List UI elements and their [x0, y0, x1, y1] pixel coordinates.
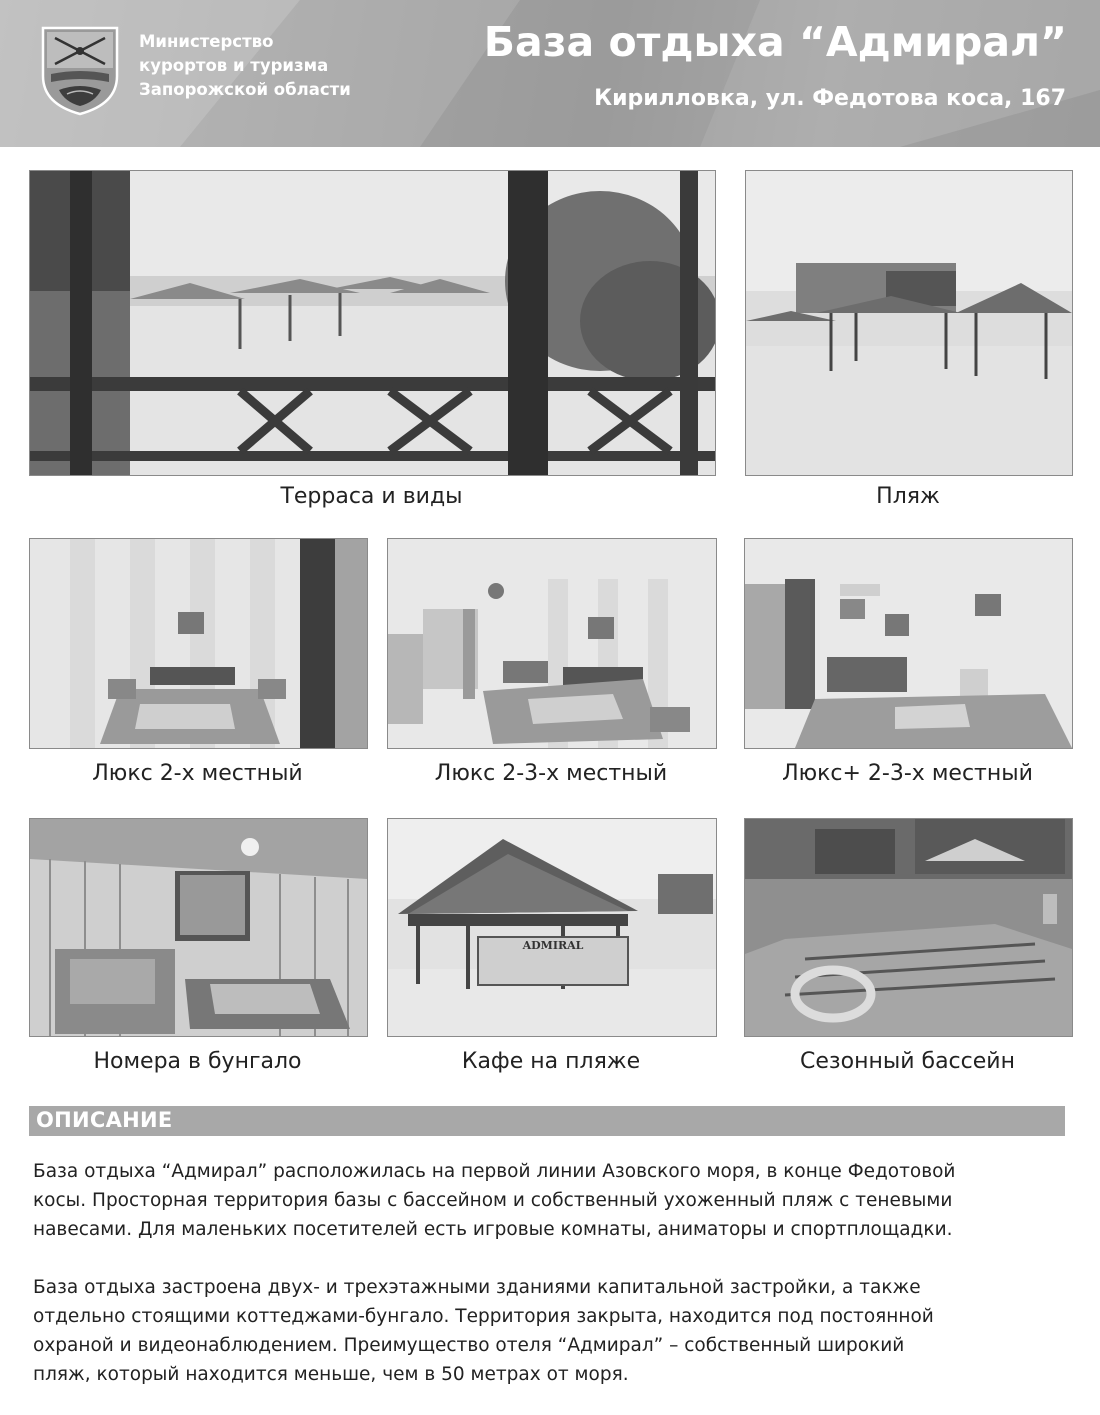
cafe-sign-text: ADMIRAL [522, 939, 584, 952]
photo-cafe [387, 818, 717, 1037]
photo-lux-plus [744, 538, 1073, 749]
ministry-line-3: Запорожской области [139, 80, 351, 99]
ministry-line-1: Министерство [139, 32, 274, 51]
description-paragraph-1 [33, 1157, 1073, 1244]
photo-lux-2 [29, 538, 368, 749]
caption-beach: Пляж [876, 484, 940, 509]
ministry-line-2: курортов и туризма [139, 56, 329, 75]
cafe-image [388, 819, 716, 1036]
terrace-image [30, 171, 715, 475]
photo-lux-2-3 [387, 538, 717, 749]
description-line: пляж, который находится меньше, чем в 50 метрах от моря. [33, 1364, 629, 1385]
photo-beach [745, 170, 1073, 476]
header-band [0, 0, 1100, 147]
description-line: отдельно стоящими коттеджами-бунгало. Территория закрыта, находится под постоянной [33, 1306, 934, 1327]
photo-bungalow [29, 818, 368, 1037]
bungalow-image [30, 819, 367, 1036]
room-image [388, 539, 716, 748]
ministry-name [139, 30, 399, 102]
description-line: охраной и видеонаблюдением. Преимущество отеля “Адмирал” – собственный широкий [33, 1335, 905, 1356]
caption-lux-2-3: Люкс 2-3-х местный [434, 761, 668, 786]
room-image [30, 539, 367, 748]
photo-terrace [29, 170, 716, 476]
section-header-bar [29, 1106, 1065, 1136]
page-title: База отдыха “Адмирал” [483, 18, 1067, 66]
description-line: База отдыха “Адмирал” расположилась на первой линии Азовского моря, в конце Федотовой [33, 1161, 956, 1182]
caption-pool: Сезонный бассейн [800, 1049, 1015, 1074]
section-title: ОПИСАНИЕ [36, 1108, 173, 1132]
caption-terrace: Терраса и виды [280, 484, 463, 509]
photo-pool [744, 818, 1073, 1037]
room-image [745, 539, 1072, 748]
hotel-address: Кирилловка, ул. Федотова коса, 167 [594, 86, 1066, 111]
caption-lux-2: Люкс 2-х местный [92, 761, 303, 786]
description-line: косы. Просторная территория базы с бассейном и собственный ухоженный пляж с теневыми [33, 1190, 953, 1211]
coat-of-arms-icon [37, 24, 123, 116]
description-paragraph-2 [33, 1273, 1073, 1389]
pool-image [745, 819, 1072, 1036]
description-line: База отдыха застроена двух- и трехэтажными зданиями капитальной застройки, а также [33, 1277, 921, 1298]
caption-lux-plus: Люкс+ 2-3-х местный [782, 761, 1033, 786]
caption-cafe: Кафе на пляже [461, 1049, 641, 1074]
description-line: навесами. Для маленьких посетителей есть игровые комнаты, аниматоры и спортплощадки. [33, 1219, 953, 1240]
beach-image [746, 171, 1072, 475]
caption-bungalow: Номера в бунгало [93, 1049, 302, 1074]
